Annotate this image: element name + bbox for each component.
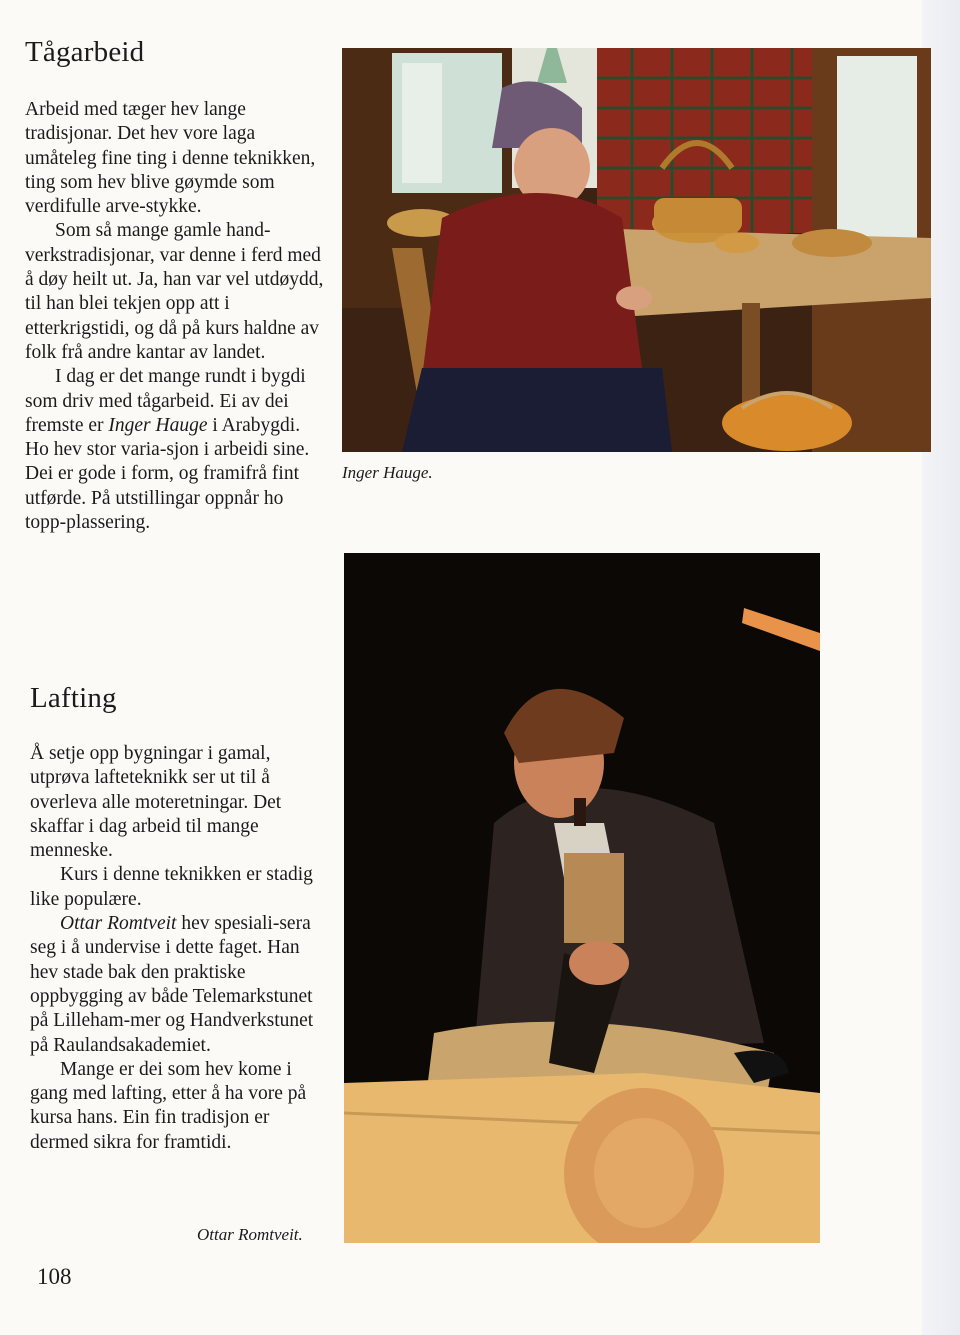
basket-weaving-illustration	[342, 48, 931, 452]
text-run: hev spesiali-sera seg i å undervise i dette faget. Han hev stade bak den praktiske oppbygging av både Telemarkstunet på Lilleham-mer og Handverkstunet på Raulandsakademiet.	[30, 913, 314, 1056]
log-notching-illustration	[344, 553, 820, 1243]
section-heading-lafting: Lafting	[30, 682, 117, 714]
person-name: Inger Hauge	[108, 414, 208, 436]
paragraph: Å setje opp bygningar i gamal, utprøva lafteteknikk ser ut til å overleva alle moteretningar. Det skaffar i dag arbeid til mange menneske.	[30, 743, 282, 862]
photo-basket-weaving	[342, 48, 931, 452]
paragraph	[25, 365, 325, 535]
caption-bottom-photo: Ottar Romtveit.	[197, 1225, 303, 1244]
paragraph: Kurs i denne teknikken er stadig like populære.	[30, 864, 313, 910]
page-number: 108	[37, 1264, 72, 1289]
section-text-lafting	[30, 742, 330, 1155]
section-heading-tagarbeid: Tågarbeid	[25, 36, 145, 68]
text-run: I dag er det mange rundt i bygdi som driv med tågarbeid. Ei av dei fremste er	[25, 366, 306, 436]
person-name: Ottar Romtveit	[60, 913, 177, 935]
paragraph: Som så mange gamle hand-verkstradisjonar, var denne i ferd med å døy heilt ut. Ja, han var vel utdøydd, til han blei tekjen opp att i etterkrigstidi, og då på kurs haldne av folk frå andre kantar av landet.	[25, 220, 324, 363]
paragraph: Mange er dei som hev kome i gang med lafting, etter å ha vore på kursa hans. Ein fin tradisjon er dermed sikra for framtidi.	[30, 1058, 307, 1153]
paragraph	[30, 912, 330, 1058]
photo-log-notching	[344, 553, 820, 1243]
section-text-tagarbeid	[25, 98, 325, 535]
text-run: i Arabygdi. Ho hev stor varia-sjon i arbeidi sine. Dei er gode i form, og framifrå fint utførde. På utstillingar oppnår ho topp-plassering.	[25, 414, 310, 534]
paragraph: Arbeid med tæger hev lange tradisjonar. Det hev vore laga umåteleg fine ting i denne teknikken, ting som hev blive gøymde som verdifulle arve-stykke.	[25, 99, 316, 218]
caption-top-photo: Inger Hauge.	[342, 463, 433, 482]
